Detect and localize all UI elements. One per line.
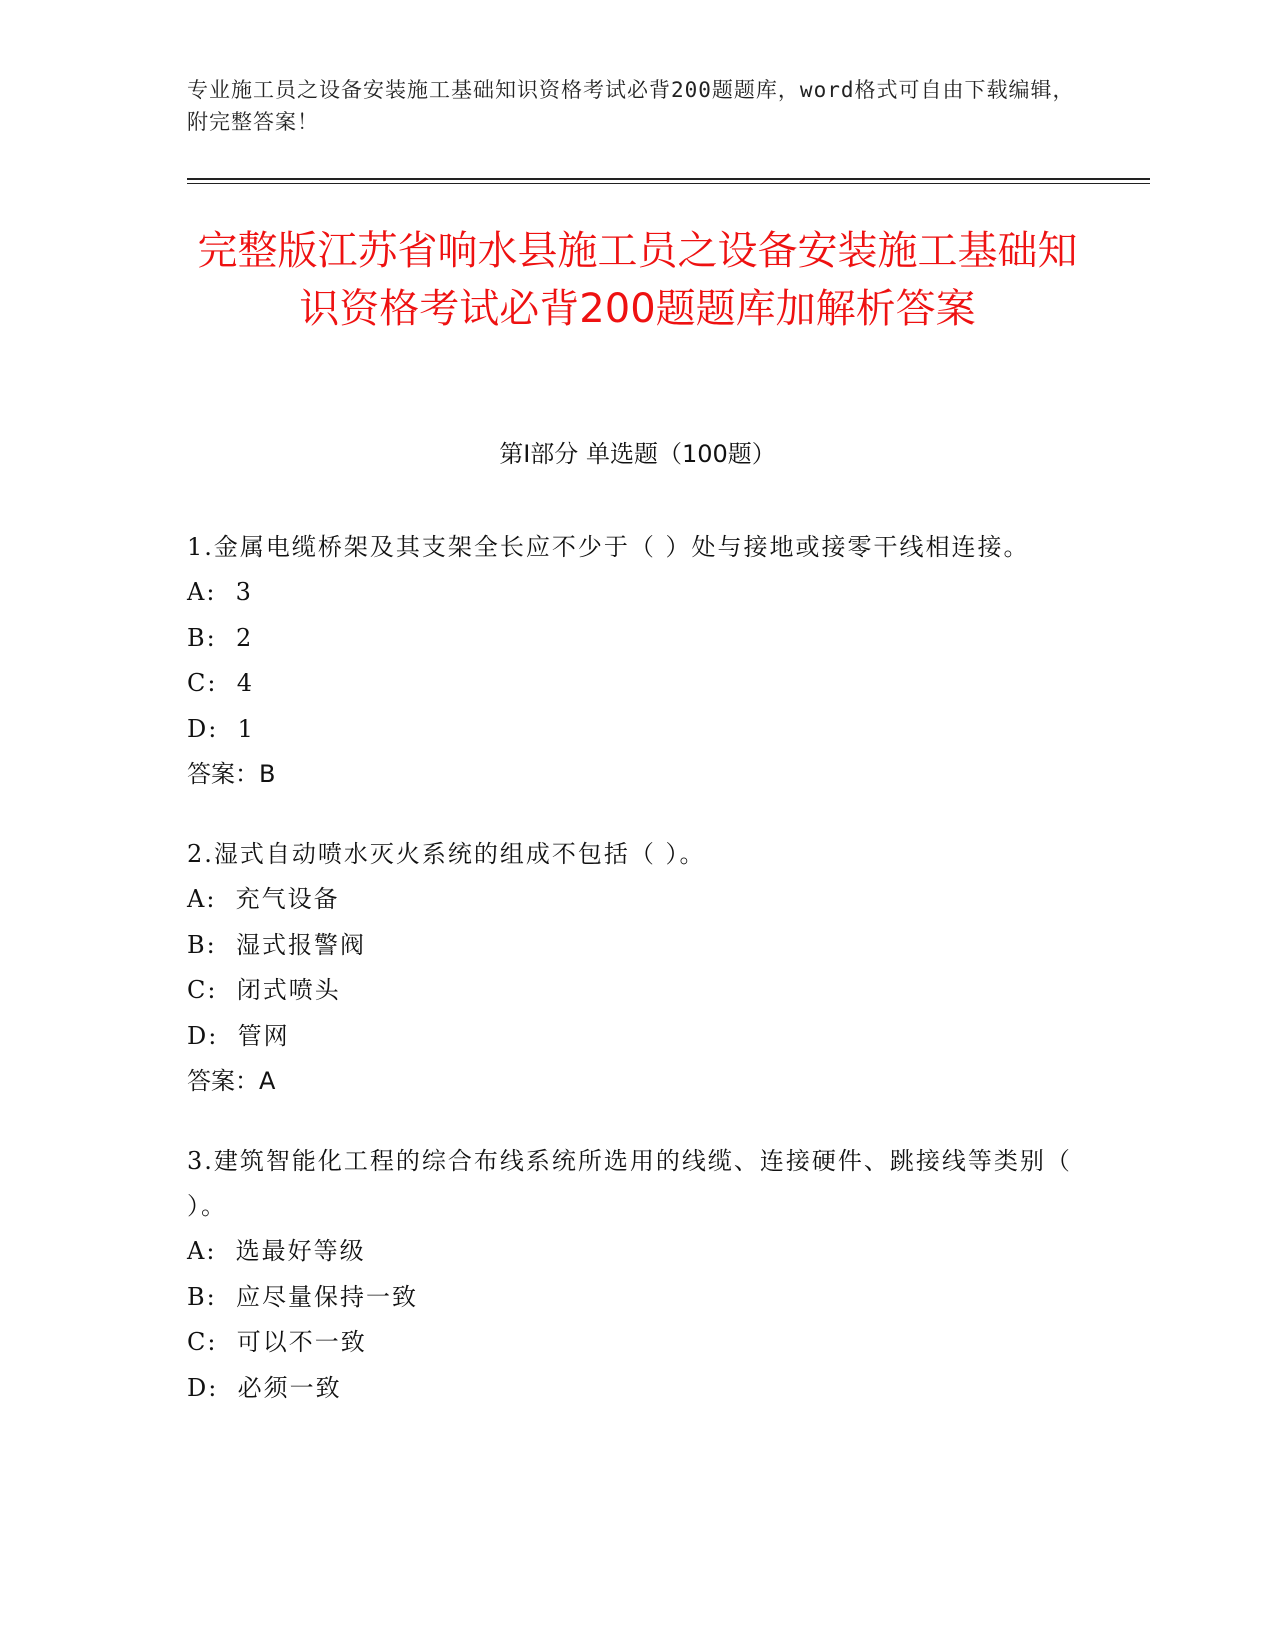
option-d: D: 管网	[187, 1021, 290, 1050]
option-b: B: 应尽量保持一致	[187, 1282, 418, 1311]
header-rule-thin	[187, 183, 1150, 184]
answer: 答案：A	[187, 1067, 276, 1095]
option-a: A: 选最好等级	[187, 1237, 366, 1265]
option-c: C: 4	[187, 669, 254, 697]
question-3	[187, 1139, 1087, 1411]
option-c: C: 闭式喷头	[187, 976, 341, 1004]
question-list	[187, 525, 1087, 1446]
document-title: 完整版江苏省响水县施工员之设备安装施工基础知识资格考试必背200题题库加解析答案	[197, 228, 1078, 332]
option-b: B: 2	[187, 623, 254, 652]
question-stem: 3.建筑智能化工程的综合布线系统所选用的线缆、连接硬件、跳接线等类别（ ）。	[187, 1147, 1072, 1220]
question-stem: 2.湿式自动喷水灭火系统的组成不包括（ ）。	[187, 840, 706, 868]
section-heading: 第I部分 单选题（100题）	[499, 440, 776, 468]
header-note: 专业施工员之设备安装施工基础知识资格考试必背200题题库，word格式可自由下载编辑，附完整答案！	[187, 78, 1075, 134]
option-d: D: 1	[187, 714, 255, 743]
answer: 答案：B	[187, 760, 276, 788]
header-rule-thick	[187, 178, 1150, 180]
question-1	[187, 525, 1087, 797]
option-a: A: 充气设备	[187, 885, 340, 913]
question-2	[187, 832, 1087, 1104]
question-stem: 1.金属电缆桥架及其支架全长应不少于（ ）处与接地或接零干线相连接。	[187, 533, 1030, 561]
option-b: B: 湿式报警阀	[187, 930, 366, 959]
option-a: A: 3	[187, 578, 253, 606]
option-d: D: 必须一致	[187, 1373, 342, 1402]
option-c: C: 可以不一致	[187, 1328, 367, 1356]
